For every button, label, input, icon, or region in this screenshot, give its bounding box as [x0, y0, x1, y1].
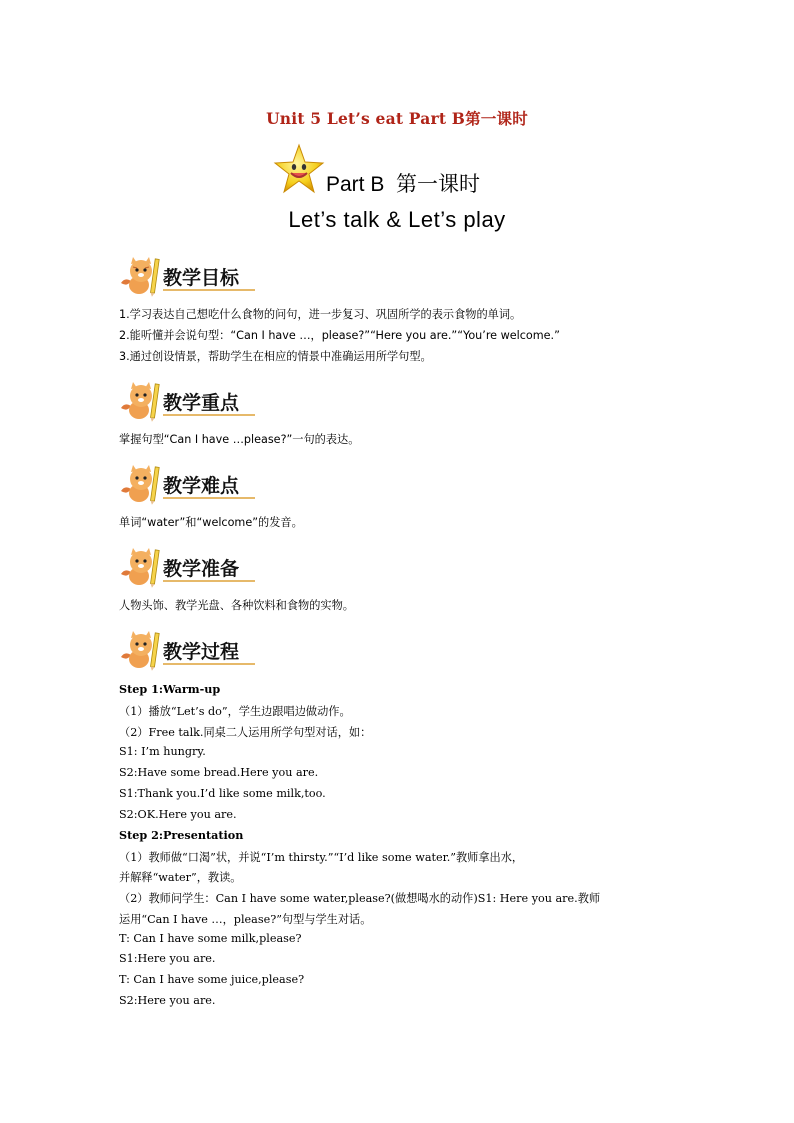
heading-underline [163, 414, 255, 416]
cat-with-pencil-icon [119, 629, 163, 671]
heading-underline [163, 663, 255, 665]
section-heading-preparation [119, 546, 319, 586]
preparation-line: 人物头饰、教学光盘、各种饮料和食物的实物。 [119, 599, 354, 612]
process-line: S1:Here you are. [119, 952, 216, 965]
process-step-heading: Step 1:Warm-up [119, 682, 221, 696]
heading-underline [163, 580, 255, 582]
cat-with-pencil-icon [119, 255, 163, 297]
process-line: S1: I’m hungry. [119, 745, 206, 758]
goal-line-2: 2.能听懂并会说句型：“Can I have …，please?”“Here you are.”“You’re welcome.” [119, 329, 560, 342]
process-line: T: Can I have some milk,please? [119, 932, 302, 945]
section-heading-goals [119, 255, 319, 295]
process-line: S1:Thank you.I’d like some milk,too. [119, 787, 326, 800]
section-heading-process [119, 629, 319, 669]
cat-with-pencil-icon [119, 380, 163, 422]
section-heading-key-points [119, 380, 319, 420]
difficulty-line: 单词“water”和“welcome”的发音。 [119, 516, 303, 529]
heading-underline [163, 289, 255, 291]
section-heading-text: 教学重点 [163, 392, 240, 414]
process-line: （2）Free talk.同桌二人运用所学句型对话，如： [119, 726, 372, 739]
heading-underline [163, 497, 255, 499]
section-heading-text: 教学目标 [163, 267, 240, 289]
process-line: 并解释“water”，教读。 [119, 871, 242, 884]
process-line: （2）教师问学生：Can I have some water,please?(做想喝水的动作)S1: Here you are.教师 [119, 892, 601, 905]
key-point-line: 掌握句型“Can I have …please?”一句的表达。 [119, 433, 360, 446]
cat-with-pencil-icon [119, 463, 163, 505]
process-line: S2:OK.Here you are. [119, 808, 237, 821]
section-heading-text: 教学难点 [163, 475, 240, 497]
process-line: 运用“Can I have …，please?”句型与学生对话。 [119, 913, 372, 926]
goal-line-3: 3.通过创设情景，帮助学生在相应的情景中准确运用所学句型。 [119, 350, 432, 363]
process-step-heading: Step 2:Presentation [119, 828, 244, 842]
section-heading-text: 教学过程 [163, 641, 240, 663]
smiling-star-icon [272, 143, 326, 197]
section-heading-difficulties [119, 463, 319, 503]
document-title: Unit 5 Let’s eat Part B第一课时 [266, 109, 528, 128]
lesson-subtitle: Let’s talk & Let’s play [288, 207, 506, 232]
goal-line-1: 1.学习表达自己想吃什么食物的问句，进一步复习、巩固所学的表示食物的单词。 [119, 308, 522, 321]
section-heading-text: 教学准备 [163, 558, 240, 580]
process-line: （1）教师做“口渴”状，并说“I’m thirsty.”“I’d like some water.”教师拿出水， [119, 851, 524, 864]
cat-with-pencil-icon [119, 546, 163, 588]
process-line: S2:Have some bread.Here you are. [119, 766, 319, 779]
process-line: （1）播放“Let’s do”，学生边跟唱边做动作。 [119, 705, 351, 718]
part-title: Part B 第一课时 [326, 173, 481, 196]
process-line: S2:Here you are. [119, 994, 216, 1007]
process-line: T: Can I have some juice,please? [119, 973, 305, 986]
